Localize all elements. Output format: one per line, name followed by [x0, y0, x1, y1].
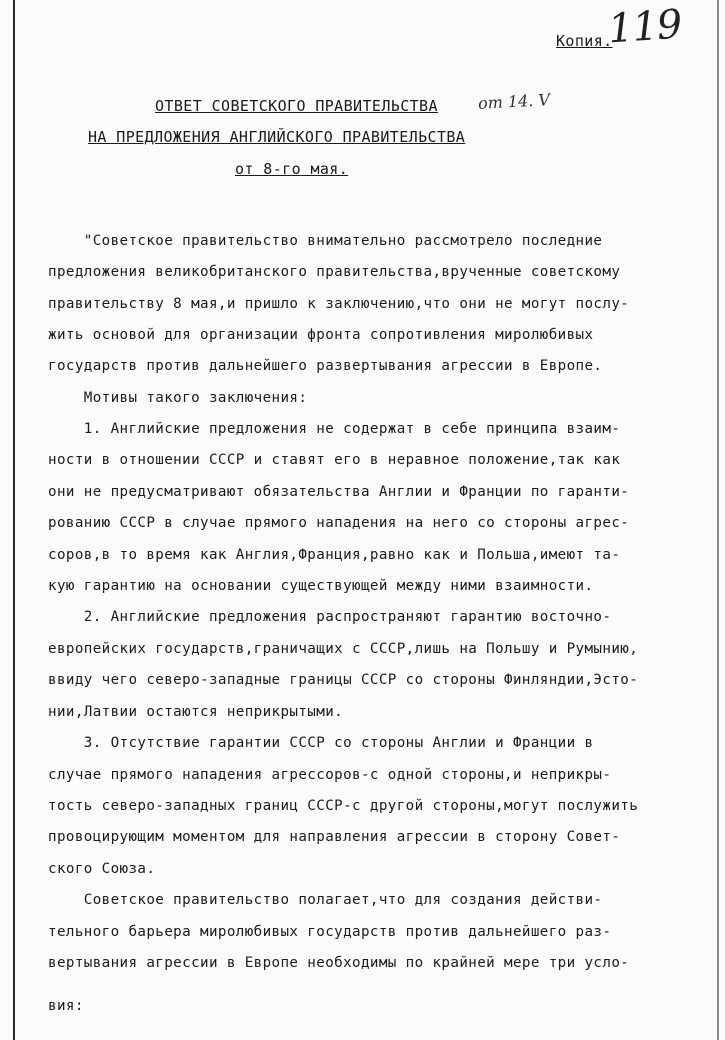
scan-edge-left — [13, 0, 15, 1040]
body-line: Мотивы такого заключения: — [48, 390, 308, 406]
body-line: "Советское правительство внимательно рассмотрело последние — [48, 233, 603, 249]
body-line: они не предусматривают обязательства Англии и Франции по гаранти- — [48, 484, 630, 500]
body-line: ности в отношении СССР и ставят его в неравное положение,так как — [48, 452, 621, 468]
body-line: 3. Отсутствие гарантии СССР со стороны Англии и Франции в — [48, 735, 594, 751]
page-number-handwritten: 119 — [606, 1, 683, 53]
body-line: Советское правительство полагает,что для создания действи- — [48, 892, 603, 908]
body-line: жить основой для организации фронта сопротивления миролюбивых — [48, 327, 594, 343]
body-line: тость северо-западных границ СССР-с другой стороны,могут послужить — [48, 798, 639, 814]
body-line: 1. Английские предложения не содержат в себе принципа взаим- — [48, 421, 621, 437]
body-line: случае прямого нападения агрессоров-с одной стороны,и неприкры- — [48, 767, 612, 783]
title-line-2: НА ПРЕДЛОЖЕНИЯ АНГЛИЙСКОГО ПРАВИТЕЛЬСТВА — [88, 128, 466, 146]
body-line: 2. Английские предложения распространяют гарантию восточно- — [48, 609, 612, 625]
body-line: провоцирующим моментом для направления агрессии в сторону Совет- — [48, 829, 621, 845]
handwritten-date-note: от 14. V — [477, 90, 551, 113]
copy-label: Копия. — [556, 32, 613, 50]
body-line: кую гарантию на основании существующей между ними взаимности. — [48, 578, 594, 594]
body-line: тельного барьера миролюбивых государств против дальнейшего раз- — [48, 924, 612, 940]
body-line: соров,в то время как Англия,Франция,равно как и Польша,имеют та- — [48, 547, 621, 563]
body-line: вертывания агрессии в Европе необходимы по крайней мере три усло- — [48, 955, 630, 971]
body-line: ского Союза. — [48, 861, 156, 877]
body-line: вия: — [48, 998, 84, 1014]
title-line-3: от 8-го мая. — [235, 160, 349, 178]
body-line: европейских государств,граничащих с СССР,лишь на Польшу и Румынию, — [48, 641, 639, 657]
body-line: правительству 8 мая,и пришло к заключению,что они не могут послу- — [48, 296, 630, 312]
body-line: рованию СССР в случае прямого нападения на него со стороны агрес- — [48, 515, 630, 531]
body-line: государств против дальнейшего развертывания агрессии в Европе. — [48, 358, 603, 374]
title-line-1: ОТВЕТ СОВЕТСКОГО ПРАВИТЕЛЬСТВА — [155, 97, 438, 115]
body-line: нии,Латвии остаются неприкрытыми. — [48, 704, 344, 720]
body-line: предложения великобританского правительства,врученные советскому — [48, 264, 621, 280]
body-line: ввиду чего северо-западные границы СССР со стороны Финляндии,Эсто- — [48, 672, 639, 688]
scan-edge-right — [717, 0, 719, 1040]
